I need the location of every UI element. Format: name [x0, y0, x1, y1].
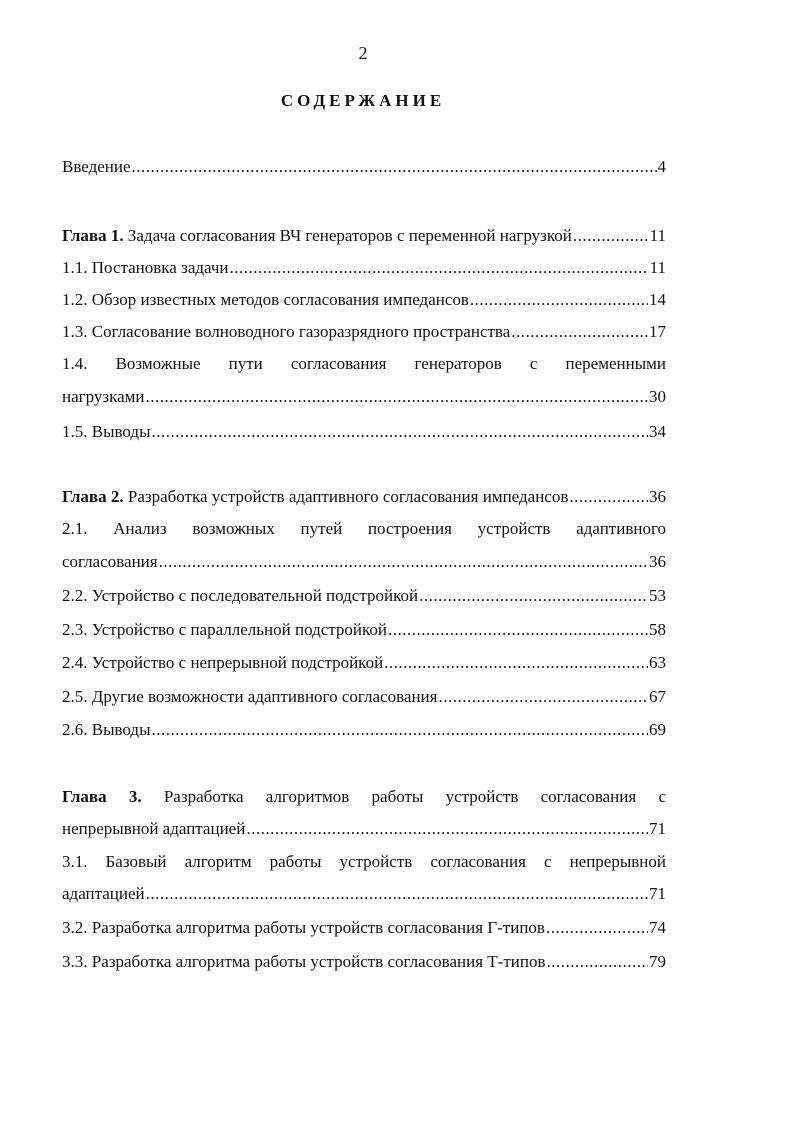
toc-entry-1-1 [62, 257, 666, 279]
entry-text: 1.5. Выводы [62, 422, 151, 441]
dot-leader [146, 386, 648, 408]
entry-page: 14 [649, 290, 666, 309]
entry-text: Разработка алгоритмов работы устройств согласования с [141, 787, 666, 806]
toc-entry-2-6 [62, 719, 666, 741]
toc-entry-2-3 [62, 619, 666, 641]
dot-leader [246, 818, 648, 840]
toc-entry-1-3 [62, 321, 666, 343]
toc-entry-1-5 [62, 421, 666, 443]
entry-page: 11 [649, 226, 666, 245]
toc-entry-2-1-line1: 2.1. Анализ возможных путей построения устройств адаптивного [62, 519, 666, 538]
dot-leader [132, 156, 657, 178]
entry-text: 2.3. Устройство с параллельной подстройкой [62, 620, 388, 639]
entry-page: 58 [649, 620, 666, 639]
dot-leader [230, 257, 649, 279]
entry-text: 3.3. Разработка алгоритма работы устройств согласования Т-типов [62, 952, 546, 971]
page-title: СОДЕРЖАНИЕ [280, 91, 446, 110]
entry-text: 1.2. Обзор известных методов согласования импедансов [62, 290, 469, 309]
entry-page: 36 [649, 487, 666, 506]
entry-page: 36 [649, 552, 666, 571]
entry-text: 1.3. Согласование волноводного газоразрядного пространства [62, 322, 511, 341]
entry-page: 4 [657, 157, 666, 176]
dot-leader [470, 289, 648, 311]
entry-page: 30 [649, 387, 666, 406]
dot-leader [569, 486, 648, 508]
entry-text: нагрузками [62, 387, 145, 406]
dot-leader [388, 619, 648, 641]
toc-entry-3-2 [62, 917, 666, 939]
toc-entry-1-2 [62, 289, 666, 311]
toc-entry-chapter-2 [62, 486, 666, 508]
entry-text: 2.4. Устройство с непрерывной подстройкой [62, 653, 384, 672]
entry-page: 74 [649, 918, 666, 937]
entry-text: 2.2. Устройство с последовательной подстройкой [62, 586, 419, 605]
entry-page: 71 [649, 819, 666, 838]
entry-text: Разработка устройств адаптивного согласования импедансов [123, 487, 569, 506]
entry-page: 17 [649, 322, 666, 341]
entry-text: 3.2. Разработка алгоритма работы устройств согласования Г-типов [62, 918, 545, 937]
dot-leader [438, 686, 648, 708]
dot-leader [159, 551, 648, 573]
entry-page: 79 [649, 952, 666, 971]
dot-leader [546, 917, 648, 939]
toc-entry-chapter-3-line1 [62, 786, 666, 808]
toc-entry-chapter-3-line2 [62, 818, 666, 840]
entry-text: адаптацией [62, 884, 145, 903]
dot-leader [573, 225, 649, 247]
page-number: 2 [358, 43, 368, 63]
toc-entry-intro [62, 156, 666, 178]
toc-entry-chapter-1 [62, 225, 666, 247]
toc-entry-1-4-line2 [62, 386, 666, 408]
entry-page: 63 [649, 653, 666, 672]
dot-leader [146, 883, 648, 905]
dot-leader [547, 951, 649, 973]
chapter-label: Глава 2. [62, 487, 124, 506]
entry-page: 67 [649, 687, 666, 706]
toc-entry-1-4-line1: 1.4. Возможные пути согласования генераторов с переменными [62, 354, 666, 373]
dot-leader [511, 321, 648, 343]
entry-text: Задача согласования ВЧ генераторов с переменной нагрузкой [123, 226, 572, 245]
chapter-label: Глава 3. [62, 787, 142, 806]
entry-page: 71 [649, 884, 666, 903]
entry-text: 1.1. Постановка задачи [62, 258, 229, 277]
entry-page: 69 [649, 720, 666, 739]
entry-text: 2.6. Выводы [62, 720, 151, 739]
dot-leader [384, 652, 648, 674]
entry-text: 2.5. Другие возможности адаптивного согласования [62, 687, 438, 706]
toc-entry-2-2 [62, 585, 666, 607]
entry-page: 34 [649, 422, 666, 441]
entry-text: Введение [62, 157, 131, 176]
toc-entry-2-1-line2 [62, 551, 666, 573]
toc-entry-2-5 [62, 686, 666, 708]
entry-text: непрерывной адаптацией [62, 819, 246, 838]
entry-page: 11 [649, 258, 666, 277]
toc-entry-3-1-line2 [62, 883, 666, 905]
dot-leader [152, 719, 648, 741]
entry-page: 53 [649, 586, 666, 605]
toc-entry-3-1-line1: 3.1. Базовый алгоритм работы устройств согласования с непрерывной [62, 852, 666, 871]
toc-entry-2-4 [62, 652, 666, 674]
dot-leader [419, 585, 648, 607]
chapter-label: Глава 1. [62, 226, 124, 245]
entry-text: согласования [62, 552, 158, 571]
dot-leader [152, 421, 648, 443]
toc-entry-3-3 [62, 951, 666, 973]
